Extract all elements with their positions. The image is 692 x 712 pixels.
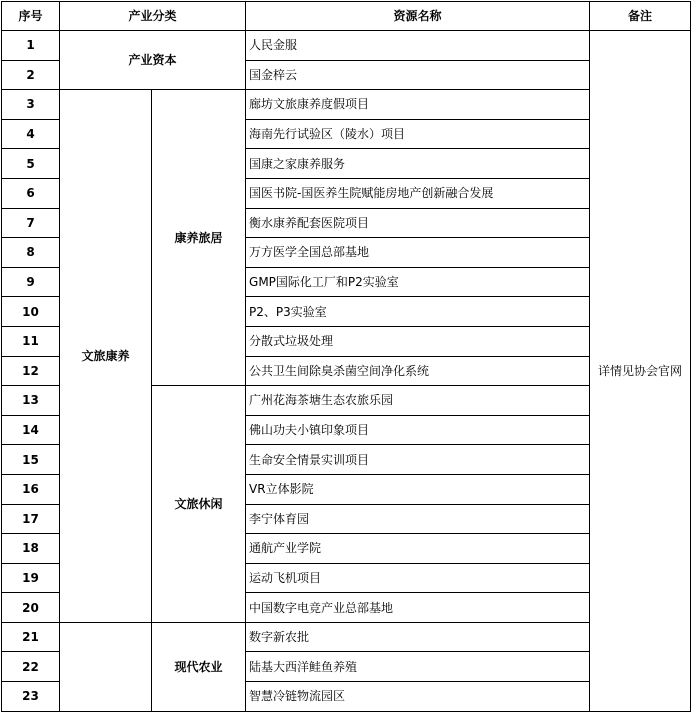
subcategory-agriculture: 现代农业 [152, 622, 246, 711]
category-blank-cell [60, 682, 152, 712]
resource-name: 通航产业学院 [246, 534, 590, 564]
resource-name: VR立体影院 [246, 474, 590, 504]
row-number: 8 [2, 238, 60, 268]
resource-name: 公共卫生间除臭杀菌空间净化系统 [246, 356, 590, 386]
resource-name: GMP国际化工厂和P2实验室 [246, 267, 590, 297]
resource-name: 国金梓云 [246, 60, 590, 90]
row-number: 9 [2, 267, 60, 297]
row-number: 10 [2, 297, 60, 327]
category-blank-cell [60, 622, 152, 652]
row-number: 1 [2, 31, 60, 61]
header-resource: 资源名称 [246, 2, 590, 31]
resource-name: 佛山功夫小镇印象项目 [246, 415, 590, 445]
resource-name: 生命安全情景实训项目 [246, 445, 590, 475]
table-row [2, 652, 691, 682]
row-number: 6 [2, 178, 60, 208]
resource-name: P2、P3实验室 [246, 297, 590, 327]
row-number: 23 [2, 682, 60, 712]
resource-name: 数字新农批 [246, 622, 590, 652]
header-index: 序号 [2, 2, 60, 31]
resource-name: 国医书院-国医养生院赋能房地产创新融合发展 [246, 178, 590, 208]
table-row [2, 90, 691, 120]
table-row [2, 682, 691, 712]
row-number: 2 [2, 60, 60, 90]
resource-name: 万方医学全国总部基地 [246, 238, 590, 268]
resource-name: 海南先行试验区（陵水）项目 [246, 119, 590, 149]
row-number: 4 [2, 119, 60, 149]
resource-name: 人民金服 [246, 31, 590, 61]
table-row [2, 622, 691, 652]
row-number: 12 [2, 356, 60, 386]
row-number: 5 [2, 149, 60, 179]
header-row [2, 2, 691, 31]
resource-name: 国康之家康养服务 [246, 149, 590, 179]
row-number: 14 [2, 415, 60, 445]
header-category: 产业分类 [60, 2, 246, 31]
subcategory-leisure: 文旅休闲 [152, 386, 246, 623]
resource-name: 广州花海茶塘生态农旅乐园 [246, 386, 590, 416]
note-cell: 详情见协会官网 [590, 31, 691, 712]
header-note: 备注 [590, 2, 691, 31]
row-number: 19 [2, 563, 60, 593]
resource-name: 分散式垃圾处理 [246, 326, 590, 356]
resource-name: 廊坊文旅康养度假项目 [246, 90, 590, 120]
resource-name: 中国数字电竞产业总部基地 [246, 593, 590, 623]
resource-table [1, 1, 691, 712]
resource-name: 衡水康养配套医院项目 [246, 208, 590, 238]
category-blank-cell [60, 652, 152, 682]
row-number: 22 [2, 652, 60, 682]
row-number: 7 [2, 208, 60, 238]
row-number: 21 [2, 622, 60, 652]
row-number: 15 [2, 445, 60, 475]
table-row [2, 31, 691, 61]
row-number: 3 [2, 90, 60, 120]
subcategory-health-living: 康养旅居 [152, 90, 246, 386]
resource-name: 运动飞机项目 [246, 563, 590, 593]
resource-name: 陆基大西洋鲑鱼养殖 [246, 652, 590, 682]
category-tourism-health: 文旅康养 [60, 90, 152, 623]
row-number: 13 [2, 386, 60, 416]
resource-name: 李宁体育园 [246, 504, 590, 534]
row-number: 20 [2, 593, 60, 623]
resource-name: 智慧冷链物流园区 [246, 682, 590, 712]
row-number: 16 [2, 474, 60, 504]
row-number: 17 [2, 504, 60, 534]
row-number: 11 [2, 326, 60, 356]
category-capital: 产业资本 [60, 31, 246, 90]
row-number: 18 [2, 534, 60, 564]
